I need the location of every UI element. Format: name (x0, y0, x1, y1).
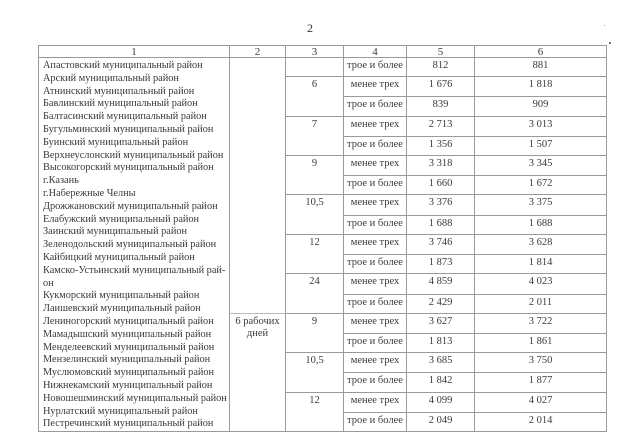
column-header-3: 3 (286, 46, 344, 58)
hours-cell (286, 58, 344, 77)
category-cell: трое и более (344, 215, 407, 234)
district-name: Апастовский муниципальный район (43, 60, 203, 71)
value-col5-cell: 1 873 (407, 255, 475, 274)
column-header-6: 6 (475, 46, 607, 58)
value-col5-cell: 1 660 (407, 176, 475, 195)
category-cell: менее трех (344, 313, 407, 333)
table-row (39, 58, 607, 77)
value-col5-cell: 839 (407, 97, 475, 116)
value-col6-cell: 909 (475, 97, 607, 116)
working-days-cell (230, 313, 286, 431)
district-name: Дрожжановский муниципальный район (43, 200, 218, 212)
district-name: Муслюмовский муниципальный район (43, 367, 215, 379)
working-days-line-1: 6 рабочих (235, 315, 280, 327)
district-name: г.Набережные Челны (43, 187, 136, 199)
district-name: Мамадышский муниципальный район (43, 328, 212, 340)
hours-cell: 10,5 (286, 353, 344, 392)
district-name: Атнинский муниципальный район (43, 85, 195, 97)
category-cell: менее трех (344, 353, 407, 373)
district-name: Кайбицкий муниципальный район (43, 251, 195, 263)
value-col6-cell: 4 027 (475, 392, 607, 412)
district-name: Буинский муниципальный район (43, 136, 189, 148)
page-number: 2 (307, 21, 313, 35)
hours-cell: 12 (286, 392, 344, 432)
category-cell: трое и более (344, 136, 407, 155)
hours-cell: 7 (286, 116, 344, 155)
hours-cell: 9 (286, 313, 344, 352)
value-col6-cell: 3 722 (475, 313, 607, 333)
column-header-1: 1 (39, 46, 230, 58)
value-col6-cell: 3 750 (475, 353, 607, 373)
value-col5-cell: 2 049 (407, 412, 475, 431)
value-col5-cell: 1 676 (407, 77, 475, 97)
district-name: Пестречинский муниципальный район (43, 418, 214, 430)
district-name: Арский муниципальный район (43, 72, 179, 84)
category-cell: трое и более (344, 176, 407, 195)
value-col5-cell: 3 318 (407, 156, 475, 176)
value-col6-cell: 3 628 (475, 234, 607, 254)
district-name: Верхнеуслонский муниципальный район (43, 149, 224, 161)
value-col5-cell: 1 813 (407, 333, 475, 352)
working-days-line-2: дней (246, 327, 269, 339)
category-cell: менее трех (344, 156, 407, 176)
category-cell: менее трех (344, 274, 407, 294)
value-col5-cell: 3 376 (407, 195, 475, 215)
district-name: Зеленодольский муниципальный район (43, 239, 217, 251)
district-name: Бавлинский муниципальный район (43, 98, 198, 110)
tariff-table (38, 45, 607, 432)
district-name: Нижнекамский муниципальный район (43, 379, 213, 391)
district-name: он (43, 277, 54, 289)
value-col6-cell: 1 814 (475, 255, 607, 274)
value-col6-cell: 2 011 (475, 294, 607, 313)
value-col5-cell: 4 099 (407, 392, 475, 412)
hours-cell: 6 (286, 77, 344, 116)
column-header-5: 5 (407, 46, 475, 58)
district-name: Высокогорский муниципальный район (43, 162, 214, 174)
value-col6-cell: 1 672 (475, 176, 607, 195)
district-name: Камско-Устьинский муниципальный рай- (43, 264, 226, 276)
category-cell: трое и более (344, 333, 407, 352)
district-name: Балтасинский муниципальный район (43, 111, 207, 123)
header-row (39, 46, 607, 58)
value-col6-cell: 1 877 (475, 373, 607, 392)
hours-cell: 9 (286, 156, 344, 195)
value-col6-cell: 3 013 (475, 116, 607, 136)
hours-cell: 24 (286, 274, 344, 313)
value-col5-cell: 2 429 (407, 294, 475, 313)
district-name: Лаишевский муниципальный район (43, 303, 201, 315)
district-name: Елабужский муниципальный район (43, 213, 200, 225)
category-cell: менее трех (344, 77, 407, 97)
value-col6-cell: 4 023 (475, 274, 607, 294)
value-col5-cell: 2 713 (407, 116, 475, 136)
column-2-empty-cell (230, 58, 286, 314)
value-col6-cell: 3 375 (475, 195, 607, 215)
district-name: г.Казань (43, 175, 79, 187)
category-cell: трое и более (344, 294, 407, 313)
value-col5-cell: 3 746 (407, 234, 475, 254)
category-cell: менее трех (344, 234, 407, 254)
district-name: Лениногорский муниципальный район (43, 315, 214, 327)
hours-cell: 12 (286, 234, 344, 273)
category-cell: трое и более (344, 412, 407, 431)
district-name: Новошешминский муниципальный район (43, 392, 227, 404)
column-header-4: 4 (344, 46, 407, 58)
value-col6-cell: 2 014 (475, 412, 607, 431)
category-cell: трое и более (344, 373, 407, 392)
value-col5-cell: 1 688 (407, 215, 475, 234)
value-col5-cell: 3 685 (407, 353, 475, 373)
category-cell: трое и более (344, 255, 407, 274)
value-col5-cell: 1 842 (407, 373, 475, 392)
value-col5-cell: 1 356 (407, 136, 475, 155)
value-col5-cell: 812 (407, 58, 475, 77)
category-cell: менее трех (344, 195, 407, 215)
district-name: Менделеевский муниципальный район (43, 341, 215, 353)
scan-artifact (604, 25, 605, 26)
district-name: Нурлатский муниципальный район (43, 405, 198, 417)
value-col6-cell: 881 (475, 58, 607, 77)
value-col6-cell: 1 688 (475, 215, 607, 234)
district-list (39, 58, 230, 432)
district-name: Бугульминский муниципальный район (43, 123, 214, 135)
district-name: Заинский муниципальный район (43, 226, 188, 238)
category-cell: трое и более (344, 58, 407, 77)
value-col6-cell: 1 507 (475, 136, 607, 155)
category-cell: менее трех (344, 392, 407, 412)
category-cell: трое и более (344, 97, 407, 116)
district-name: Кукморский муниципальный район (43, 290, 200, 302)
district-name: Мензелинский муниципальный район (43, 354, 211, 366)
scan-artifact (609, 42, 611, 44)
value-col6-cell: 1 818 (475, 77, 607, 97)
column-header-2: 2 (230, 46, 286, 58)
value-col6-cell: 1 861 (475, 333, 607, 352)
value-col6-cell: 3 345 (475, 156, 607, 176)
hours-cell: 10,5 (286, 195, 344, 234)
value-col5-cell: 4 859 (407, 274, 475, 294)
category-cell: менее трех (344, 116, 407, 136)
value-col5-cell: 3 627 (407, 313, 475, 333)
